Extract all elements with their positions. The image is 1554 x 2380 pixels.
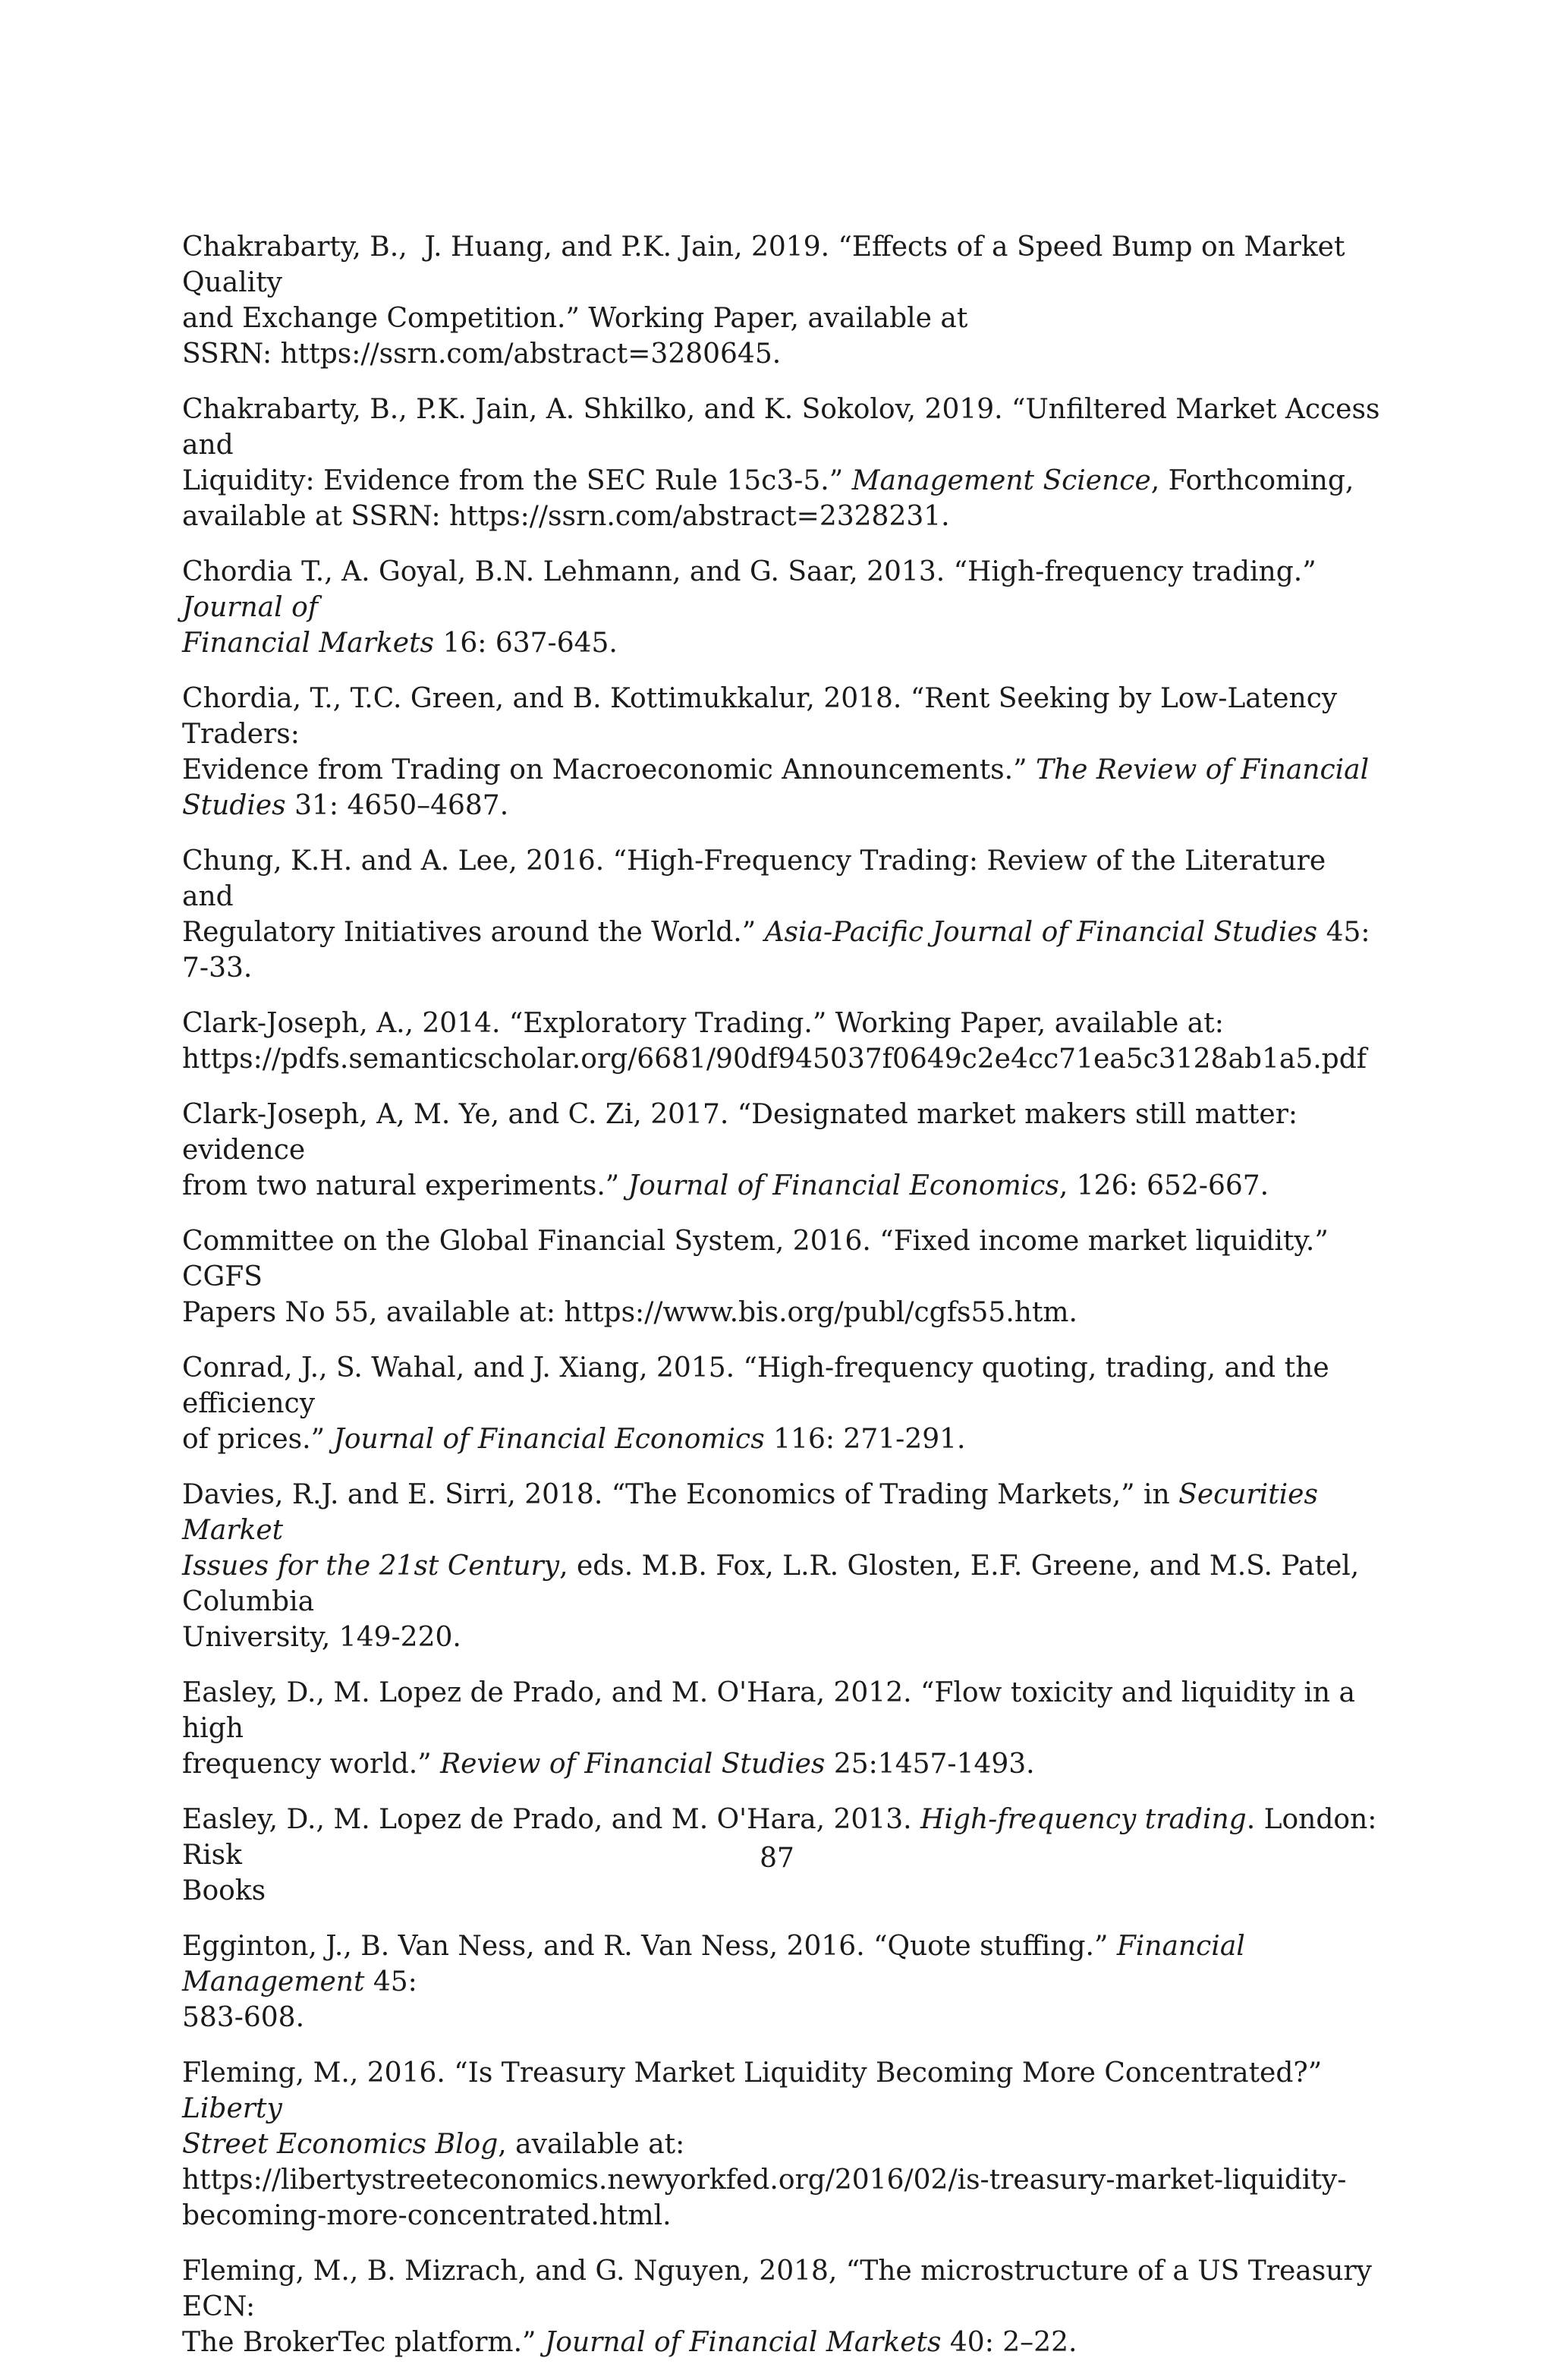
reference-text-segment: Chakrabarty, B., J. Huang, and P.K. Jain, 2019. “Effects of a Speed Bump on Market Quality bbox=[182, 231, 1354, 298]
reference-italic-segment: Review of Financial Studies bbox=[440, 1749, 826, 1780]
reference-italic-segment: Journal of Financial Markets bbox=[544, 2327, 942, 2358]
reference-line bbox=[182, 1746, 1381, 1782]
reference-text-segment: 45: 7-33. bbox=[182, 917, 1379, 984]
reference-text-segment: 16: 637-645. bbox=[434, 628, 618, 659]
reference-line bbox=[182, 843, 1381, 915]
reference-text-segment: Conrad, J., S. Wahal, and J. Xiang, 2015. “High-frequency quoting, trading, and the efficiency bbox=[182, 1352, 1339, 1419]
page-number: 87 bbox=[760, 1843, 794, 1874]
reference-entry bbox=[182, 1675, 1381, 1782]
reference-line bbox=[182, 1421, 1381, 1457]
reference-text-segment: Fleming, M., B. Mizrach, and G. Nguyen, 2018, “The microstructure of a US Treasury ECN: bbox=[182, 2256, 1381, 2322]
reference-italic-segment: Securities Market bbox=[182, 1479, 1327, 1546]
reference-italic-segment: Liberty bbox=[182, 2093, 282, 2124]
reference-italic-segment: The Review of Financial bbox=[1035, 754, 1370, 785]
reference-entry bbox=[182, 843, 1381, 986]
reference-text-segment: 31: 4650–4687. bbox=[285, 790, 509, 821]
reference-text-segment: available at SSRN: https://ssrn.com/abstract=2328231. bbox=[182, 501, 950, 532]
reference-line bbox=[182, 1620, 1381, 1655]
reference-line bbox=[182, 1295, 1381, 1330]
reference-line bbox=[182, 554, 1381, 625]
reference-text-segment: from two natural experiments.” bbox=[182, 1170, 628, 1201]
reference-text-segment: Regulatory Initiatives around the World.” bbox=[182, 917, 765, 948]
reference-text-segment: , eds. M.B. Fox, L.R. Glosten, E.F. Greene, and M.S. Patel, Columbia bbox=[182, 1550, 1368, 1617]
reference-entry bbox=[182, 392, 1389, 534]
reference-entry bbox=[182, 1223, 1381, 1330]
reference-text-segment: Evidence from Trading on Macroeconomic Announcements.” bbox=[182, 754, 1036, 785]
reference-entry bbox=[182, 1006, 1381, 1077]
reference-text-segment: , available at: bbox=[498, 2129, 685, 2160]
reference-text-segment: Papers No 55, available at: https://www.bis.org/publ/cgfs55.htm. bbox=[182, 1297, 1078, 1328]
reference-italic-segment: Studies bbox=[182, 790, 286, 821]
reference-line bbox=[182, 2253, 1381, 2325]
reference-line bbox=[182, 2325, 1381, 2360]
reference-text-segment: 45: bbox=[364, 1966, 417, 1998]
reference-italic-segment: Journal of Financial Economics bbox=[333, 1424, 765, 1455]
reference-text-segment: 25:1457-1493. bbox=[825, 1749, 1035, 1780]
reference-text-segment: 583-608. bbox=[182, 2002, 305, 2033]
reference-line bbox=[182, 915, 1381, 986]
reference-line bbox=[182, 625, 1381, 661]
reference-line bbox=[182, 1223, 1381, 1295]
reference-line bbox=[182, 1041, 1381, 1077]
reference-text-segment: The BrokerTec platform.” bbox=[182, 2327, 545, 2358]
reference-text-segment: SSRN: https://ssrn.com/abstract=3280645. bbox=[182, 338, 782, 370]
reference-line bbox=[182, 1006, 1381, 1041]
reference-entry bbox=[182, 229, 1381, 372]
reference-entry bbox=[182, 1350, 1381, 1457]
reference-text-segment: https://pdfs.semanticscholar.org/6681/90df945037f0649c2e4cc71ea5c3128ab1a5.pdf bbox=[182, 1044, 1367, 1075]
reference-line bbox=[182, 336, 1381, 372]
reference-list bbox=[182, 229, 1389, 2380]
reference-line bbox=[182, 788, 1381, 823]
reference-line bbox=[182, 1873, 1381, 1909]
reference-text-segment: of prices.” bbox=[182, 1424, 334, 1455]
reference-text-segment: Chordia T., A. Goyal, B.N. Lehmann, and G. Saar, 2013. “High-frequency trading.” bbox=[182, 556, 1326, 587]
reference-line bbox=[182, 301, 1381, 336]
reference-line bbox=[182, 2127, 1381, 2162]
reference-italic-segment: Financial Markets bbox=[182, 628, 435, 659]
reference-italic-segment: Asia-Pacific Journal of Financial Studies bbox=[764, 917, 1318, 948]
reference-text-segment: . London: Risk bbox=[182, 1804, 1386, 1871]
reference-text-segment: University, 149-220. bbox=[182, 1622, 461, 1653]
reference-text-segment: Davies, R.J. and E. Sirri, 2018. “The Economics of Trading Markets,” in bbox=[182, 1479, 1179, 1510]
reference-line bbox=[182, 229, 1381, 301]
reference-entry bbox=[182, 1097, 1381, 1204]
reference-text-segment: https://libertystreeteconomics.newyorkfed.org/2016/02/is-treasury-market-liquidity- bbox=[182, 2164, 1347, 2196]
reference-text-segment: Fleming, M., 2016. “Is Treasury Market Liquidity Becoming More Concentrated?” bbox=[182, 2057, 1331, 2089]
reference-italic-segment: Journal of Financial Economics bbox=[628, 1170, 1059, 1201]
reference-text-segment: Liquidity: Evidence from the SEC Rule 15c3-5.” bbox=[182, 465, 852, 496]
reference-text-segment: Committee on the Global Financial System, 2016. “Fixed income market liquidity.” CGFS bbox=[182, 1226, 1338, 1292]
reference-text-segment: Chung, K.H. and A. Lee, 2016. “High-Frequency Trading: Review of the Literature and bbox=[182, 845, 1335, 912]
reference-text-segment: and Exchange Competition.” Working Paper, available at bbox=[182, 303, 968, 334]
reference-line bbox=[182, 1168, 1381, 1204]
reference-line bbox=[182, 752, 1381, 788]
reference-text-segment: Chakrabarty, B., P.K. Jain, A. Shkilko, and K. Sokolov, 2019. “Unfiltered Market Access and bbox=[182, 394, 1389, 461]
reference-text-segment: , 126: 652-667. bbox=[1059, 1170, 1269, 1201]
reference-line bbox=[182, 1928, 1381, 2000]
reference-text-segment: Books bbox=[182, 1875, 266, 1906]
reference-text-segment: Chordia, T., T.C. Green, and B. Kottimukkalur, 2018. “Rent Seeking by Low-Latency Traders: bbox=[182, 683, 1346, 750]
reference-line bbox=[182, 2055, 1381, 2127]
reference-text-segment: frequency world.” bbox=[182, 1749, 441, 1780]
reference-italic-segment: Street Economics Blog bbox=[182, 2129, 499, 2160]
reference-text-segment: becoming-more-concentrated.html. bbox=[182, 2200, 672, 2231]
reference-line bbox=[182, 1548, 1381, 1620]
reference-entry bbox=[182, 1928, 1381, 2035]
reference-line bbox=[182, 1477, 1381, 1548]
reference-italic-segment: Financial Management bbox=[182, 1931, 1254, 1998]
reference-line bbox=[182, 681, 1381, 752]
reference-entry bbox=[182, 554, 1381, 661]
reference-line bbox=[182, 1097, 1381, 1168]
reference-italic-segment: Management Science bbox=[851, 465, 1151, 496]
reference-line bbox=[182, 2198, 1381, 2234]
reference-text-segment: Easley, D., M. Lopez de Prado, and M. O'Hara, 2012. “Flow toxicity and liquidity in a high bbox=[182, 1677, 1364, 1744]
reference-text-segment: Easley, D., M. Lopez de Prado, and M. O'Hara, 2013. bbox=[182, 1804, 920, 1835]
reference-italic-segment: Issues for the 21st Century bbox=[182, 1550, 560, 1582]
reference-entry bbox=[182, 2253, 1381, 2360]
reference-entry bbox=[182, 681, 1381, 823]
reference-text-segment: Egginton, J., B. Van Ness, and R. Van Ness, 2016. “Quote stuffing.” bbox=[182, 1931, 1117, 1962]
reference-text-segment: 40: 2–22. bbox=[941, 2327, 1077, 2358]
reference-entry bbox=[182, 2055, 1381, 2234]
reference-line bbox=[182, 499, 1381, 534]
reference-text-segment: 116: 271-291. bbox=[764, 1424, 966, 1455]
reference-line bbox=[182, 2162, 1381, 2198]
reference-italic-segment: Journal of bbox=[182, 592, 319, 623]
reference-line bbox=[182, 2000, 1381, 2035]
reference-text-segment: Clark-Joseph, A, M. Ye, and C. Zi, 2017. “Designated market makers still matter: evidence bbox=[182, 1099, 1307, 1166]
reference-text-segment: Clark-Joseph, A., 2014. “Exploratory Trading.” Working Paper, available at: bbox=[182, 1008, 1224, 1039]
reference-entry bbox=[182, 1477, 1381, 1655]
reference-text-segment: , Forthcoming, bbox=[1150, 465, 1354, 496]
reference-italic-segment: High-frequency trading bbox=[920, 1804, 1247, 1835]
reference-line bbox=[182, 463, 1381, 499]
reference-line bbox=[182, 392, 1389, 463]
reference-line bbox=[182, 1350, 1381, 1421]
reference-line bbox=[182, 1675, 1381, 1746]
